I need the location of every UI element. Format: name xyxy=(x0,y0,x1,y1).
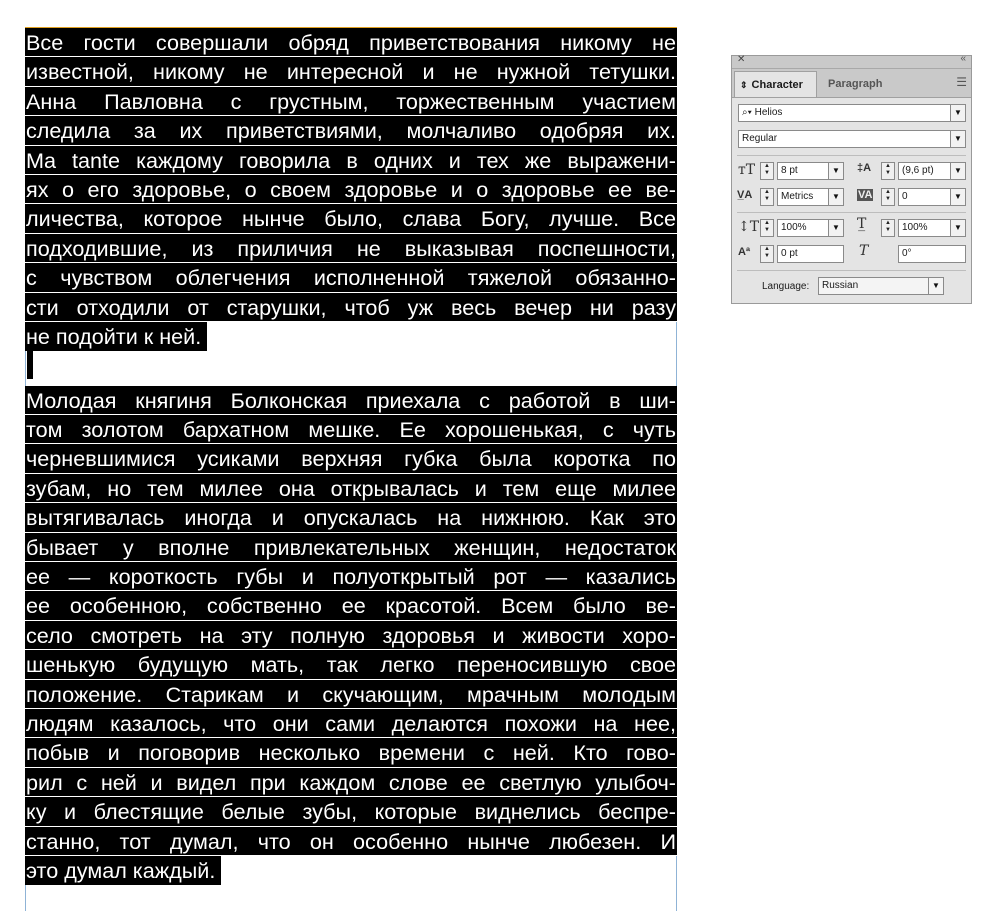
kerning-stepper[interactable]: ▲ ▼ xyxy=(760,188,774,206)
text-line xyxy=(25,146,677,175)
text-line xyxy=(25,768,677,797)
text-line xyxy=(25,386,677,415)
tab-character-label: Character xyxy=(751,79,803,91)
text-line xyxy=(25,738,677,767)
text-line xyxy=(25,116,677,145)
tracking-stepper[interactable]: ▲ ▼ xyxy=(881,188,895,206)
text-line-content: это думал каждый. xyxy=(26,857,216,883)
text-line-content: личества, которое нынче было, слава Богу, лучше. Все xyxy=(26,206,676,232)
tab-paragraph[interactable] xyxy=(824,71,896,97)
text-line-content: положение. Старикам и скучающим, мрачным молодым xyxy=(26,681,676,707)
text-line-content: ее особенною, собственно ее красотой. Всем было ве- xyxy=(26,593,676,619)
text-line xyxy=(25,621,677,650)
updown-chevron-icon: ⇕ xyxy=(740,80,748,90)
text-line-content: ях о его здоровье, о своем здоровье и о здоровье ее ве- xyxy=(26,176,676,202)
text-line-content: известной, никому не интересной и не нужной тетушки. xyxy=(26,59,676,85)
text-line xyxy=(25,87,677,116)
font-size-stepper[interactable]: ▲ ▼ xyxy=(760,162,774,180)
text-line xyxy=(25,474,677,503)
text-line xyxy=(25,827,677,856)
panel-tabbar xyxy=(732,69,971,98)
text-line-content: с чувством облегчения исполненной тяжелой обязанно- xyxy=(26,265,676,291)
text-line-content: Ma tante каждому говорила в одних и тех же выражени- xyxy=(26,147,676,173)
text-line-content: зубам, но тем милее она открывалась и тем еще милее xyxy=(26,475,676,501)
horizontal-scale-stepper[interactable]: ▲ ▼ xyxy=(881,219,895,237)
vertical-scale-field[interactable] xyxy=(777,219,829,237)
baseline-shift-value: 0 pt xyxy=(781,248,798,259)
text-line-content: Все гости совершали обряд приветствования никому не xyxy=(26,30,676,55)
text-line-content: Молодая княгиня Болконская приехала с работой в ши- xyxy=(26,387,676,413)
text-line xyxy=(25,591,677,620)
text-line-content: Анна Павловна с грустным, торжественным участием xyxy=(26,88,676,114)
font-size-value: 8 pt xyxy=(781,165,798,176)
vertical-scale-value: 100% xyxy=(781,222,807,233)
text-line-content: ее — короткость губы и полуоткрытый рот — казались xyxy=(26,564,676,590)
skew-icon: T xyxy=(859,243,869,259)
text-line-content: следила за их приветствиями, молчаливо одобряя их. xyxy=(26,118,676,144)
text-line xyxy=(25,322,207,351)
tab-character[interactable] xyxy=(734,71,817,97)
selected-empty-line xyxy=(27,351,33,379)
font-style-value: Regular xyxy=(742,133,778,144)
font-style-field[interactable] xyxy=(738,130,952,148)
horizontal-scale-value: 100% xyxy=(902,222,928,233)
font-family-dropdown-button[interactable]: ▼ xyxy=(950,104,966,122)
language-label: Language: xyxy=(762,281,810,292)
text-line-content: побыв и поговорив несколько времени с ней. Кто гово- xyxy=(26,740,676,766)
close-icon[interactable]: ✕ xyxy=(737,54,746,65)
text-line xyxy=(25,562,677,591)
vertical-scale-stepper[interactable]: ▲ ▼ xyxy=(760,219,774,237)
text-line-content: не подойти к ней. xyxy=(26,323,202,349)
baseline-shift-stepper[interactable]: ▲ ▼ xyxy=(760,245,774,263)
leading-dropdown-button[interactable]: ▼ xyxy=(950,162,966,180)
font-size-icon: ᴛT xyxy=(738,162,756,178)
skew-value: 0° xyxy=(902,248,912,259)
panel-menu-icon[interactable]: ☰ xyxy=(956,75,966,89)
text-line xyxy=(25,650,677,679)
kerning-value: Metrics xyxy=(781,191,814,202)
horizontal-scale-field[interactable] xyxy=(898,219,952,237)
text-line-content: рил с ней и видел при каждом слове ее светлую улыбоч- xyxy=(26,769,676,795)
text-line xyxy=(25,680,677,709)
text-line xyxy=(25,797,677,826)
tracking-value: 0 xyxy=(902,191,908,202)
tab-paragraph-label: Paragraph xyxy=(828,78,883,90)
kerning-field[interactable] xyxy=(777,188,829,206)
text-line xyxy=(25,293,677,322)
baseline-shift-icon: Aª xyxy=(738,246,751,258)
text-line-content: бывает у вполне привлекательных женщин, недостаток xyxy=(26,534,676,560)
text-line-content: сти отходили от старушки, чтоб уж весь вечер ни разу xyxy=(26,294,676,320)
tracking-dropdown-button[interactable]: ▼ xyxy=(950,188,966,206)
leading-field[interactable] xyxy=(898,162,952,180)
vertical-scale-icon: ↕T xyxy=(738,219,760,235)
text-line xyxy=(25,533,677,562)
language-dropdown-button[interactable]: ▼ xyxy=(928,277,944,295)
text-line xyxy=(25,175,677,204)
horizontal-scale-dropdown-button[interactable]: ▼ xyxy=(950,219,966,237)
font-family-value: Helios xyxy=(754,107,783,118)
kerning-icon: V̲A xyxy=(737,189,753,201)
character-panel xyxy=(731,55,972,304)
horizontal-scale-icon: T̲ xyxy=(857,216,867,232)
text-line xyxy=(25,709,677,738)
text-line xyxy=(25,57,677,86)
leading-value: (9,6 pt) xyxy=(902,165,934,176)
panel-titlebar[interactable] xyxy=(732,53,971,69)
text-line-content: том золотом бархатном мешке. Ее хорошенькая, с чуть xyxy=(26,417,676,443)
text-line-content: подходившие, из приличия не выказывая поспешности, xyxy=(26,235,676,261)
divider xyxy=(737,212,966,213)
text-line xyxy=(25,263,677,292)
text-line xyxy=(25,28,677,57)
text-line-content: шенькую будущую мать, так легко переносившую свое xyxy=(26,652,676,678)
divider xyxy=(737,270,966,271)
tracking-icon: VA xyxy=(858,189,873,201)
font-family-field[interactable] xyxy=(738,104,952,122)
divider xyxy=(737,155,966,156)
text-line-content: черневшимися усиками верхняя губка была коротка по xyxy=(26,446,676,472)
text-line-content: ку и блестящие белые зубы, которые виднелись беспре- xyxy=(26,799,676,825)
text-line xyxy=(25,234,677,263)
text-line-content: село смотреть на эту полную здоровья и живости хоро- xyxy=(26,622,676,648)
collapse-icon[interactable]: « xyxy=(960,53,966,64)
text-line xyxy=(25,503,677,532)
text-line xyxy=(25,856,221,885)
text-line xyxy=(25,444,677,473)
leading-stepper[interactable]: ▲ ▼ xyxy=(881,162,895,180)
text-line xyxy=(25,415,677,444)
font-size-dropdown-button[interactable]: ▼ xyxy=(828,162,844,180)
language-field[interactable] xyxy=(818,277,930,295)
baseline-shift-field[interactable] xyxy=(777,245,844,263)
text-line-content: станно, тот думал, что он особенно нынче любезен. И xyxy=(26,828,676,854)
empty-line xyxy=(25,356,677,385)
search-icon: ⌕▾ xyxy=(742,107,752,118)
vertical-scale-dropdown-button[interactable]: ▼ xyxy=(828,219,844,237)
kerning-dropdown-button[interactable]: ▼ xyxy=(828,188,844,206)
text-line-content: вытягивалась иногда и опускалась на нижнюю. Как это xyxy=(26,505,676,531)
leading-icon: ‡A xyxy=(857,162,872,174)
font-size-field[interactable] xyxy=(777,162,829,180)
text-line-content: людям казалось, что они сами делаются похожи на нее, xyxy=(26,710,676,736)
skew-field[interactable] xyxy=(898,245,966,263)
text-column[interactable] xyxy=(25,28,677,890)
tracking-field[interactable] xyxy=(898,188,952,206)
text-line xyxy=(25,204,677,233)
language-value: Russian xyxy=(822,280,859,291)
font-style-dropdown-button[interactable]: ▼ xyxy=(950,130,966,148)
